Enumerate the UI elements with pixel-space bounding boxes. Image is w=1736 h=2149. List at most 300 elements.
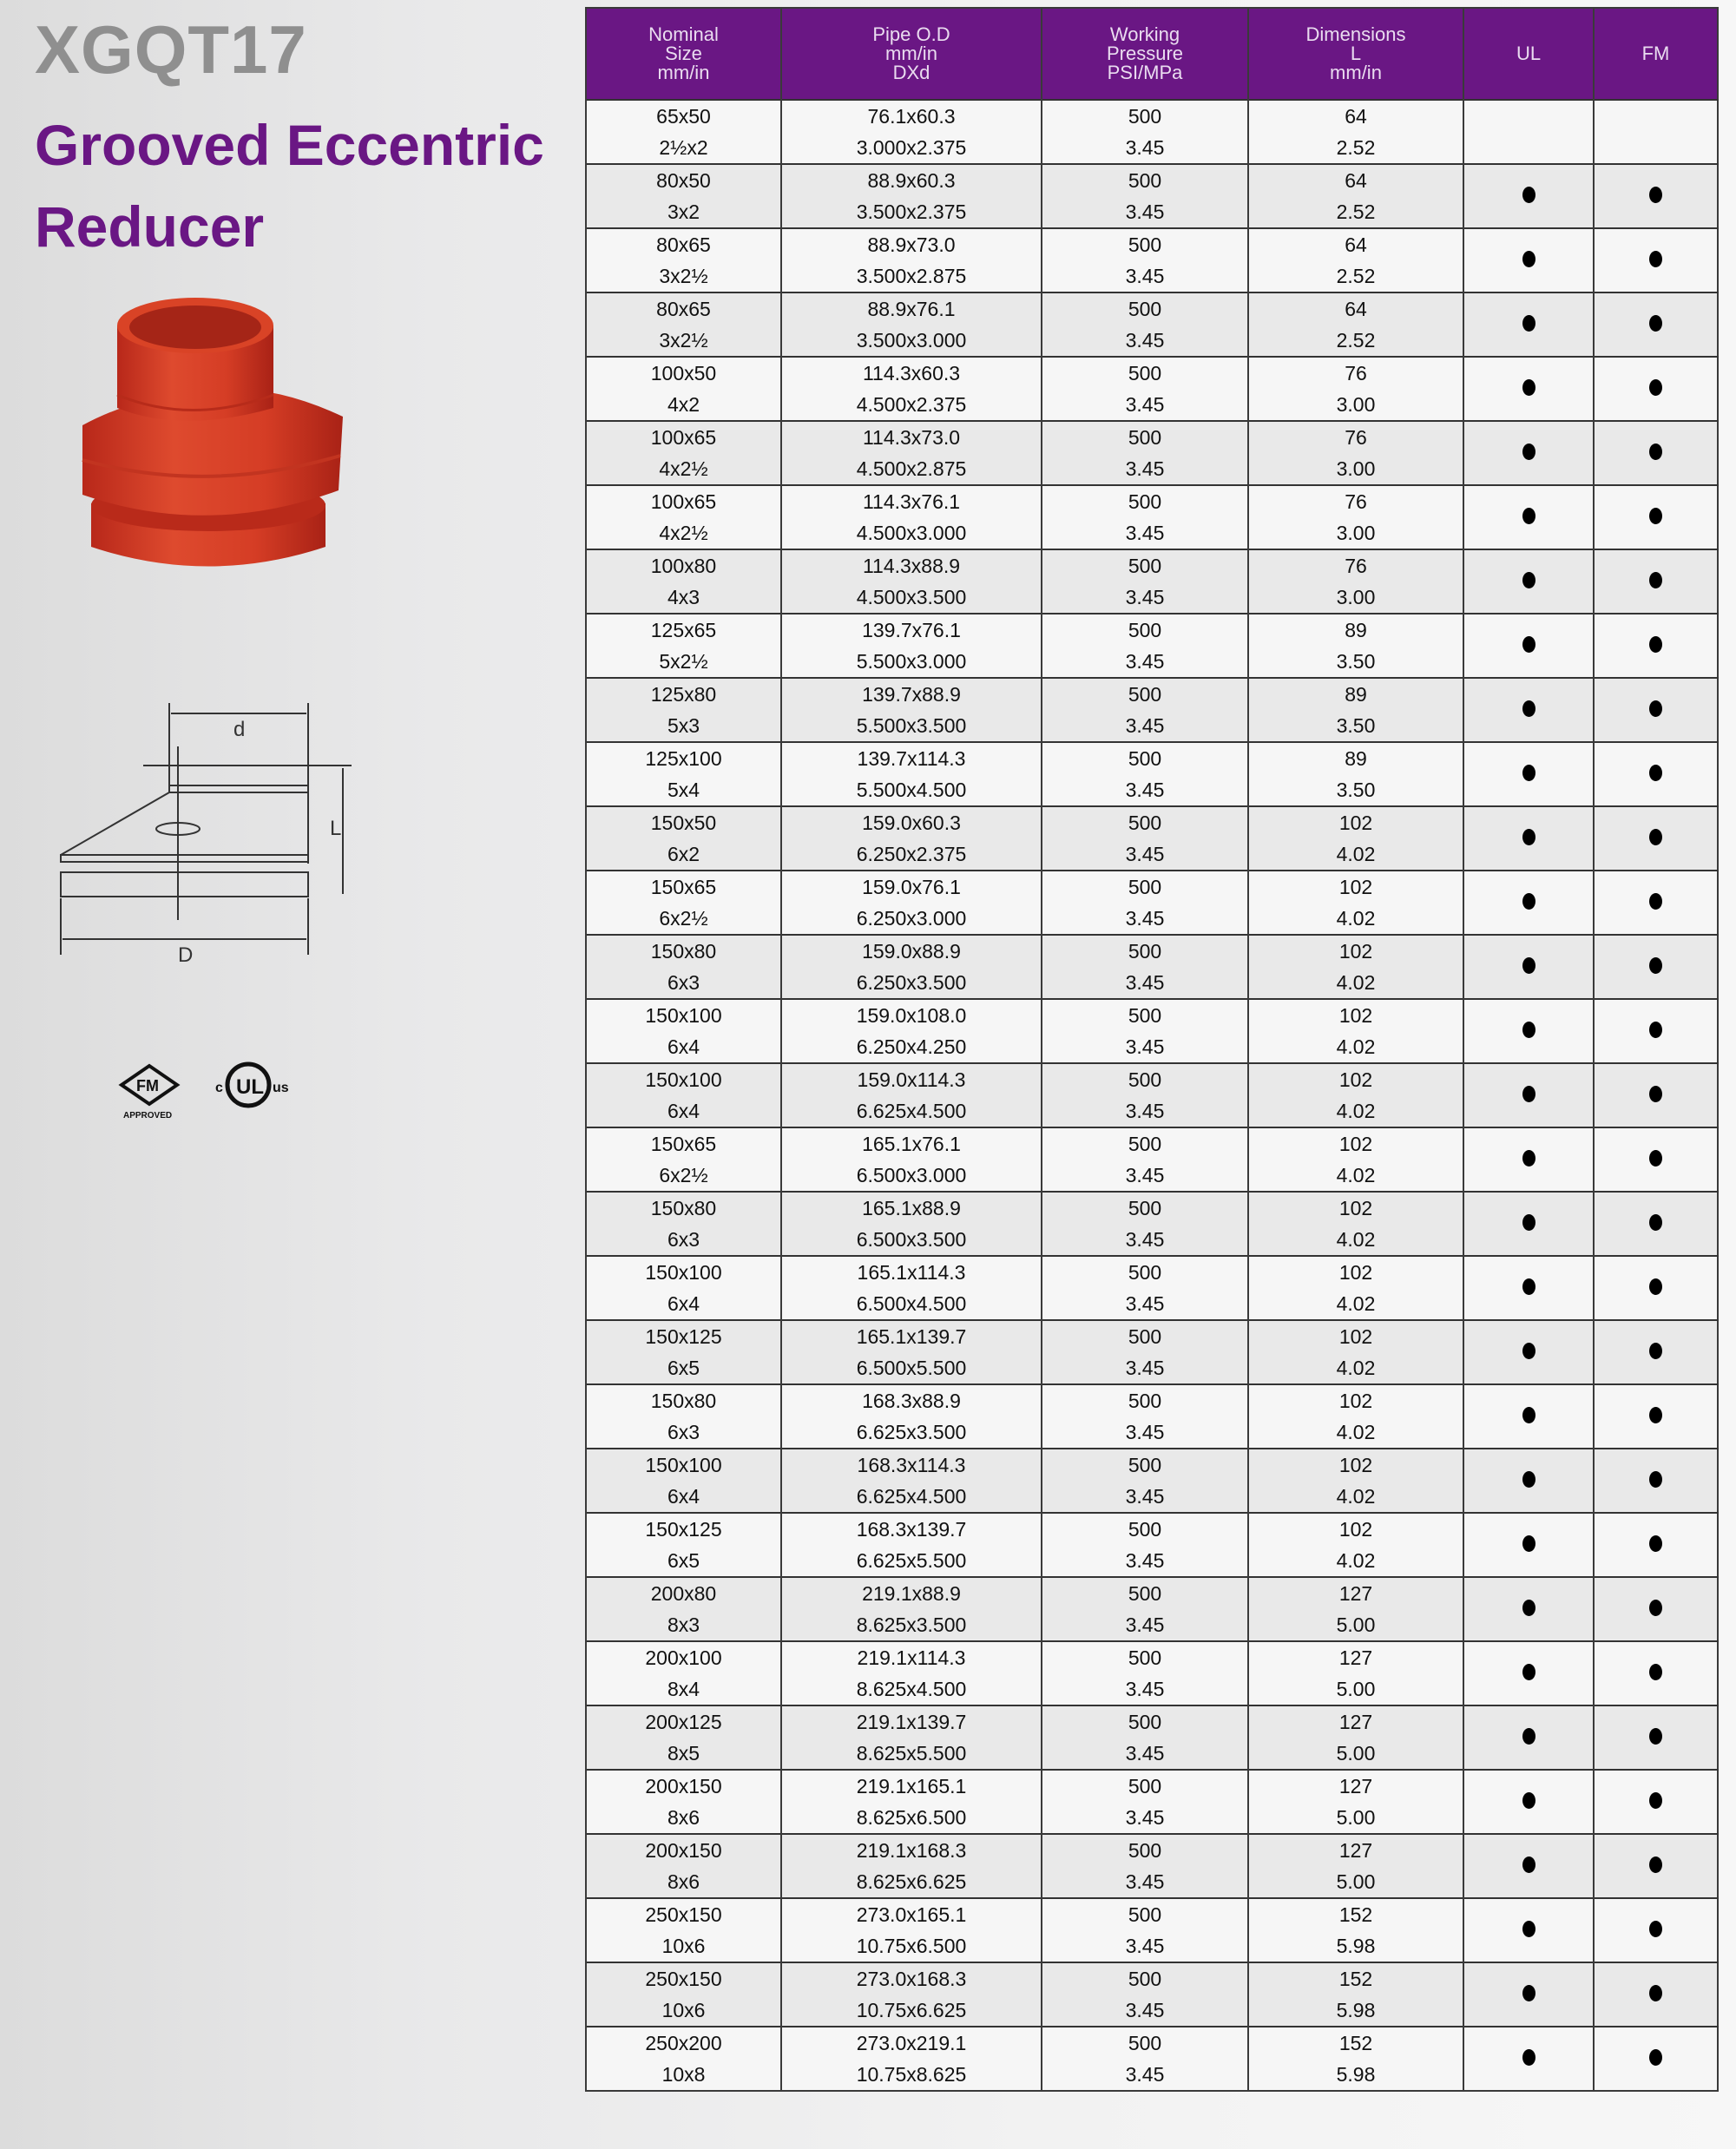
cell-nominal-size: 250x150 10x6 xyxy=(586,1898,781,1962)
product-photo-icon xyxy=(61,286,356,582)
cell-dimension-l: 102 4.02 xyxy=(1248,935,1463,999)
cell-pipe-od: 168.3x139.7 6.625x5.500 xyxy=(781,1513,1042,1577)
fm-listed-dot-icon xyxy=(1649,1921,1662,1937)
table-row xyxy=(586,935,1718,999)
cell-ul xyxy=(1463,1834,1594,1898)
cell-working-pressure: 500 3.45 xyxy=(1042,421,1248,485)
cell-working-pressure: 500 3.45 xyxy=(1042,1962,1248,2027)
fm-listed-dot-icon xyxy=(1649,508,1662,524)
ul-listed-dot-icon xyxy=(1522,315,1535,332)
table-row xyxy=(586,1770,1718,1834)
cell-dimension-l: 76 3.00 xyxy=(1248,485,1463,549)
cell-ul xyxy=(1463,1449,1594,1513)
cell-fm xyxy=(1594,806,1718,871)
cell-nominal-size: 150x100 6x4 xyxy=(586,1063,781,1127)
cell-ul xyxy=(1463,292,1594,357)
product-title-line2: Reducer xyxy=(35,194,265,259)
cell-ul xyxy=(1463,1962,1594,2027)
certification-logos xyxy=(104,1059,312,1128)
cell-pipe-od: 88.9x73.0 3.500x2.875 xyxy=(781,228,1042,292)
cell-nominal-size: 150x80 6x3 xyxy=(586,1192,781,1256)
cell-nominal-size: 150x50 6x2 xyxy=(586,806,781,871)
svg-text:FM: FM xyxy=(136,1077,159,1094)
cell-nominal-size: 65x50 2½x2 xyxy=(586,100,781,164)
cell-dimension-l: 102 4.02 xyxy=(1248,1063,1463,1127)
cell-working-pressure: 500 3.45 xyxy=(1042,1577,1248,1641)
cell-ul xyxy=(1463,999,1594,1063)
cell-ul xyxy=(1463,1641,1594,1705)
cell-working-pressure: 500 3.45 xyxy=(1042,1127,1248,1192)
table-row xyxy=(586,100,1718,164)
header-working-pressure: Working Pressure PSI/MPa xyxy=(1042,8,1248,100)
cell-ul xyxy=(1463,549,1594,614)
fm-listed-dot-icon xyxy=(1649,765,1662,781)
fm-listed-dot-icon xyxy=(1649,636,1662,653)
table-row xyxy=(586,1705,1718,1770)
cell-fm xyxy=(1594,1513,1718,1577)
cell-working-pressure: 500 3.45 xyxy=(1042,1834,1248,1898)
cell-pipe-od: 139.7x76.1 5.500x3.000 xyxy=(781,614,1042,678)
ul-listed-dot-icon xyxy=(1522,700,1535,717)
ul-listed-dot-icon xyxy=(1522,1407,1535,1423)
cell-working-pressure: 500 3.45 xyxy=(1042,292,1248,357)
cul-us-listed-icon xyxy=(215,1064,289,1106)
cell-pipe-od: 114.3x88.9 4.500x3.500 xyxy=(781,549,1042,614)
cell-ul xyxy=(1463,1898,1594,1962)
cell-dimension-l: 102 4.02 xyxy=(1248,1449,1463,1513)
fm-listed-dot-icon xyxy=(1649,1343,1662,1359)
ul-listed-dot-icon xyxy=(1522,1278,1535,1295)
cell-fm xyxy=(1594,1834,1718,1898)
specification-table xyxy=(585,7,1719,2092)
fm-listed-dot-icon xyxy=(1649,1022,1662,1038)
cell-dimension-l: 102 4.02 xyxy=(1248,1513,1463,1577)
cell-pipe-od: 114.3x60.3 4.500x2.375 xyxy=(781,357,1042,421)
cell-working-pressure: 500 3.45 xyxy=(1042,1449,1248,1513)
cell-dimension-l: 102 4.02 xyxy=(1248,1320,1463,1384)
table-row xyxy=(586,1384,1718,1449)
cell-nominal-size: 125x100 5x4 xyxy=(586,742,781,806)
cell-fm xyxy=(1594,421,1718,485)
cell-working-pressure: 500 3.45 xyxy=(1042,1898,1248,1962)
ul-listed-dot-icon xyxy=(1522,957,1535,974)
cell-pipe-od: 165.1x114.3 6.500x4.500 xyxy=(781,1256,1042,1320)
ul-listed-dot-icon xyxy=(1522,1022,1535,1038)
cell-working-pressure: 500 3.45 xyxy=(1042,1063,1248,1127)
table-row xyxy=(586,1577,1718,1641)
cell-fm xyxy=(1594,1577,1718,1641)
dimension-drawing-icon xyxy=(48,686,360,963)
fm-listed-dot-icon xyxy=(1649,1792,1662,1809)
table-row xyxy=(586,742,1718,806)
table-row xyxy=(586,1641,1718,1705)
ul-listed-dot-icon xyxy=(1522,1985,1535,2001)
fm-listed-dot-icon xyxy=(1649,1535,1662,1552)
svg-text:L: L xyxy=(330,817,342,840)
cell-ul xyxy=(1463,1127,1594,1192)
table-row xyxy=(586,1898,1718,1962)
cell-fm xyxy=(1594,1063,1718,1127)
table-row xyxy=(586,678,1718,742)
fm-listed-dot-icon xyxy=(1649,957,1662,974)
cell-nominal-size: 200x150 8x6 xyxy=(586,1770,781,1834)
cell-ul xyxy=(1463,1705,1594,1770)
product-title-line1: Grooved Eccentric xyxy=(35,113,544,177)
cell-nominal-size: 150x65 6x2½ xyxy=(586,1127,781,1192)
cell-pipe-od: 159.0x76.1 6.250x3.000 xyxy=(781,871,1042,935)
product-title xyxy=(35,104,573,267)
ul-listed-dot-icon xyxy=(1522,1921,1535,1937)
table-row xyxy=(586,2027,1718,2091)
table-row xyxy=(586,1320,1718,1384)
cell-pipe-od: 165.1x139.7 6.500x5.500 xyxy=(781,1320,1042,1384)
cell-ul xyxy=(1463,871,1594,935)
ul-listed-dot-icon xyxy=(1522,1664,1535,1680)
cell-nominal-size: 200x100 8x4 xyxy=(586,1641,781,1705)
table-row xyxy=(586,1127,1718,1192)
cell-nominal-size: 150x125 6x5 xyxy=(586,1513,781,1577)
cell-ul xyxy=(1463,164,1594,228)
fm-listed-dot-icon xyxy=(1649,1150,1662,1167)
cell-working-pressure: 500 3.45 xyxy=(1042,806,1248,871)
cell-dimension-l: 102 4.02 xyxy=(1248,871,1463,935)
cell-dimension-l: 64 2.52 xyxy=(1248,100,1463,164)
cell-nominal-size: 100x65 4x2½ xyxy=(586,421,781,485)
cell-ul xyxy=(1463,1384,1594,1449)
cell-dimension-l: 76 3.00 xyxy=(1248,421,1463,485)
cell-nominal-size: 150x125 6x5 xyxy=(586,1320,781,1384)
table-row xyxy=(586,1834,1718,1898)
table-row xyxy=(586,1449,1718,1513)
fm-listed-dot-icon xyxy=(1649,893,1662,910)
cell-dimension-l: 127 5.00 xyxy=(1248,1705,1463,1770)
cell-dimension-l: 102 4.02 xyxy=(1248,1192,1463,1256)
cell-ul xyxy=(1463,1577,1594,1641)
cell-nominal-size: 250x200 10x8 xyxy=(586,2027,781,2091)
cell-working-pressure: 500 3.45 xyxy=(1042,1384,1248,1449)
cell-dimension-l: 89 3.50 xyxy=(1248,678,1463,742)
cell-pipe-od: 168.3x88.9 6.625x3.500 xyxy=(781,1384,1042,1449)
cell-pipe-od: 139.7x114.3 5.500x4.500 xyxy=(781,742,1042,806)
cell-dimension-l: 152 5.98 xyxy=(1248,2027,1463,2091)
cell-dimension-l: 152 5.98 xyxy=(1248,1962,1463,2027)
table-row xyxy=(586,999,1718,1063)
cell-pipe-od: 165.1x76.1 6.500x3.000 xyxy=(781,1127,1042,1192)
fm-listed-dot-icon xyxy=(1649,1086,1662,1102)
cell-working-pressure: 500 3.45 xyxy=(1042,1513,1248,1577)
table-row xyxy=(586,1192,1718,1256)
table-row xyxy=(586,614,1718,678)
header-ul: UL xyxy=(1463,8,1594,100)
cell-ul xyxy=(1463,357,1594,421)
cell-fm xyxy=(1594,100,1718,164)
svg-text:c: c xyxy=(215,1081,223,1095)
cell-fm xyxy=(1594,1770,1718,1834)
table-header-row xyxy=(586,8,1718,100)
cell-fm xyxy=(1594,549,1718,614)
header-pipe-od: Pipe O.D mm/in DXd xyxy=(781,8,1042,100)
table-row xyxy=(586,292,1718,357)
header-nominal-size: Nominal Size mm/in xyxy=(586,8,781,100)
ul-listed-dot-icon xyxy=(1522,636,1535,653)
table-row xyxy=(586,1513,1718,1577)
ul-listed-dot-icon xyxy=(1522,379,1535,396)
cell-working-pressure: 500 3.45 xyxy=(1042,549,1248,614)
cell-working-pressure: 500 3.45 xyxy=(1042,678,1248,742)
ul-listed-dot-icon xyxy=(1522,765,1535,781)
ul-listed-dot-icon xyxy=(1522,2049,1535,2066)
cell-pipe-od: 273.0x168.3 10.75x6.625 xyxy=(781,1962,1042,2027)
cell-ul xyxy=(1463,228,1594,292)
cell-fm xyxy=(1594,1192,1718,1256)
cell-fm xyxy=(1594,164,1718,228)
cell-working-pressure: 500 3.45 xyxy=(1042,1705,1248,1770)
product-code: XGQT17 xyxy=(35,11,307,88)
cell-dimension-l: 102 4.02 xyxy=(1248,1384,1463,1449)
cell-fm xyxy=(1594,1320,1718,1384)
ul-listed-dot-icon xyxy=(1522,893,1535,910)
cell-ul xyxy=(1463,1513,1594,1577)
cell-pipe-od: 219.1x165.1 8.625x6.500 xyxy=(781,1770,1042,1834)
ul-listed-dot-icon xyxy=(1522,1214,1535,1231)
fm-listed-dot-icon xyxy=(1649,1985,1662,2001)
cell-working-pressure: 500 3.45 xyxy=(1042,100,1248,164)
cell-ul xyxy=(1463,742,1594,806)
cell-pipe-od: 159.0x60.3 6.250x2.375 xyxy=(781,806,1042,871)
fm-listed-dot-icon xyxy=(1649,1278,1662,1295)
fm-listed-dot-icon xyxy=(1649,251,1662,267)
table-row xyxy=(586,806,1718,871)
cell-nominal-size: 150x65 6x2½ xyxy=(586,871,781,935)
ul-listed-dot-icon xyxy=(1522,1150,1535,1167)
cell-fm xyxy=(1594,1898,1718,1962)
cell-dimension-l: 102 4.02 xyxy=(1248,1127,1463,1192)
cell-working-pressure: 500 3.45 xyxy=(1042,2027,1248,2091)
cell-nominal-size: 100x50 4x2 xyxy=(586,357,781,421)
cell-dimension-l: 102 4.02 xyxy=(1248,999,1463,1063)
table-row xyxy=(586,164,1718,228)
fm-listed-dot-icon xyxy=(1649,829,1662,845)
cell-nominal-size: 80x65 3x2½ xyxy=(586,292,781,357)
cell-working-pressure: 500 3.45 xyxy=(1042,999,1248,1063)
cell-nominal-size: 150x80 6x3 xyxy=(586,1384,781,1449)
fm-listed-dot-icon xyxy=(1649,187,1662,203)
cell-fm xyxy=(1594,2027,1718,2091)
cell-working-pressure: 500 3.45 xyxy=(1042,357,1248,421)
header-dimensions-l: Dimensions L mm/in xyxy=(1248,8,1463,100)
cell-fm xyxy=(1594,485,1718,549)
cell-nominal-size: 125x65 5x2½ xyxy=(586,614,781,678)
cell-working-pressure: 500 3.45 xyxy=(1042,228,1248,292)
ul-listed-dot-icon xyxy=(1522,1728,1535,1745)
cell-ul xyxy=(1463,614,1594,678)
ul-listed-dot-icon xyxy=(1522,508,1535,524)
table-row xyxy=(586,1256,1718,1320)
cell-pipe-od: 159.0x88.9 6.250x3.500 xyxy=(781,935,1042,999)
svg-text:d: d xyxy=(233,718,246,741)
cell-dimension-l: 89 3.50 xyxy=(1248,614,1463,678)
cell-nominal-size: 150x100 6x4 xyxy=(586,999,781,1063)
cell-working-pressure: 500 3.45 xyxy=(1042,742,1248,806)
cell-nominal-size: 125x80 5x3 xyxy=(586,678,781,742)
cell-nominal-size: 80x65 3x2½ xyxy=(586,228,781,292)
cell-working-pressure: 500 3.45 xyxy=(1042,485,1248,549)
cell-ul xyxy=(1463,1192,1594,1256)
ul-listed-dot-icon xyxy=(1522,1600,1535,1616)
cell-dimension-l: 89 3.50 xyxy=(1248,742,1463,806)
cell-dimension-l: 102 4.02 xyxy=(1248,806,1463,871)
cell-working-pressure: 500 3.45 xyxy=(1042,935,1248,999)
cell-fm xyxy=(1594,678,1718,742)
cell-working-pressure: 500 3.45 xyxy=(1042,1256,1248,1320)
cell-pipe-od: 165.1x88.9 6.500x3.500 xyxy=(781,1192,1042,1256)
cell-dimension-l: 127 5.00 xyxy=(1248,1641,1463,1705)
cell-dimension-l: 64 2.52 xyxy=(1248,228,1463,292)
cell-fm xyxy=(1594,357,1718,421)
cell-pipe-od: 273.0x219.1 10.75x8.625 xyxy=(781,2027,1042,2091)
table-row xyxy=(586,357,1718,421)
cell-working-pressure: 500 3.45 xyxy=(1042,1320,1248,1384)
fm-listed-dot-icon xyxy=(1649,1471,1662,1488)
table-row xyxy=(586,421,1718,485)
cell-pipe-od: 273.0x165.1 10.75x6.500 xyxy=(781,1898,1042,1962)
fm-listed-dot-icon xyxy=(1649,315,1662,332)
cell-working-pressure: 500 3.45 xyxy=(1042,164,1248,228)
cell-pipe-od: 139.7x88.9 5.500x3.500 xyxy=(781,678,1042,742)
svg-text:us: us xyxy=(273,1081,289,1095)
ul-listed-dot-icon xyxy=(1522,1535,1535,1552)
table-row xyxy=(586,549,1718,614)
cell-ul xyxy=(1463,100,1594,164)
fm-listed-dot-icon xyxy=(1649,1407,1662,1423)
fm-listed-dot-icon xyxy=(1649,700,1662,717)
cell-fm xyxy=(1594,871,1718,935)
cell-ul xyxy=(1463,1256,1594,1320)
cell-nominal-size: 150x100 6x4 xyxy=(586,1449,781,1513)
cell-dimension-l: 152 5.98 xyxy=(1248,1898,1463,1962)
cell-nominal-size: 150x100 6x4 xyxy=(586,1256,781,1320)
cell-fm xyxy=(1594,1127,1718,1192)
fm-listed-dot-icon xyxy=(1649,1857,1662,1873)
table-row xyxy=(586,485,1718,549)
cell-pipe-od: 159.0x108.0 6.250x4.250 xyxy=(781,999,1042,1063)
svg-text:APPROVED: APPROVED xyxy=(123,1111,173,1121)
cell-fm xyxy=(1594,614,1718,678)
cell-ul xyxy=(1463,485,1594,549)
cell-ul xyxy=(1463,1320,1594,1384)
fm-listed-dot-icon xyxy=(1649,444,1662,460)
cell-dimension-l: 127 5.00 xyxy=(1248,1577,1463,1641)
cell-ul xyxy=(1463,2027,1594,2091)
table-row xyxy=(586,1962,1718,2027)
cell-pipe-od: 88.9x60.3 3.500x2.375 xyxy=(781,164,1042,228)
ul-listed-dot-icon xyxy=(1522,444,1535,460)
fm-listed-dot-icon xyxy=(1649,2049,1662,2066)
cell-nominal-size: 80x50 3x2 xyxy=(586,164,781,228)
ul-listed-dot-icon xyxy=(1522,1086,1535,1102)
ul-listed-dot-icon xyxy=(1522,1857,1535,1873)
cell-ul xyxy=(1463,421,1594,485)
ul-listed-dot-icon xyxy=(1522,829,1535,845)
cell-dimension-l: 102 4.02 xyxy=(1248,1256,1463,1320)
cell-fm xyxy=(1594,999,1718,1063)
cell-working-pressure: 500 3.45 xyxy=(1042,871,1248,935)
cell-fm xyxy=(1594,1962,1718,2027)
ul-listed-dot-icon xyxy=(1522,572,1535,588)
ul-listed-dot-icon xyxy=(1522,1792,1535,1809)
fm-listed-dot-icon xyxy=(1649,1600,1662,1616)
fm-listed-dot-icon xyxy=(1649,379,1662,396)
header-fm: FM xyxy=(1594,8,1718,100)
cell-fm xyxy=(1594,1449,1718,1513)
svg-text:UL: UL xyxy=(236,1075,264,1099)
ul-listed-dot-icon xyxy=(1522,1343,1535,1359)
cell-ul xyxy=(1463,1770,1594,1834)
cell-dimension-l: 76 3.00 xyxy=(1248,357,1463,421)
ul-listed-dot-icon xyxy=(1522,1471,1535,1488)
cell-pipe-od: 219.1x88.9 8.625x3.500 xyxy=(781,1577,1042,1641)
cell-pipe-od: 159.0x114.3 6.625x4.500 xyxy=(781,1063,1042,1127)
fm-listed-dot-icon xyxy=(1649,572,1662,588)
cell-nominal-size: 200x125 8x5 xyxy=(586,1705,781,1770)
fm-listed-dot-icon xyxy=(1649,1728,1662,1745)
fm-listed-dot-icon xyxy=(1649,1214,1662,1231)
cell-working-pressure: 500 3.45 xyxy=(1042,1192,1248,1256)
cell-dimension-l: 64 2.52 xyxy=(1248,292,1463,357)
cell-fm xyxy=(1594,292,1718,357)
cell-fm xyxy=(1594,1256,1718,1320)
cell-working-pressure: 500 3.45 xyxy=(1042,1770,1248,1834)
cell-ul xyxy=(1463,1063,1594,1127)
table-row xyxy=(586,1063,1718,1127)
cell-dimension-l: 127 5.00 xyxy=(1248,1834,1463,1898)
ul-listed-dot-icon xyxy=(1522,187,1535,203)
cell-pipe-od: 76.1x60.3 3.000x2.375 xyxy=(781,100,1042,164)
cell-dimension-l: 76 3.00 xyxy=(1248,549,1463,614)
fm-approved-icon xyxy=(122,1066,177,1121)
cell-dimension-l: 64 2.52 xyxy=(1248,164,1463,228)
cell-pipe-od: 219.1x168.3 8.625x6.625 xyxy=(781,1834,1042,1898)
cell-dimension-l: 127 5.00 xyxy=(1248,1770,1463,1834)
cell-nominal-size: 200x150 8x6 xyxy=(586,1834,781,1898)
cell-nominal-size: 100x80 4x3 xyxy=(586,549,781,614)
cell-ul xyxy=(1463,935,1594,999)
cell-nominal-size: 200x80 8x3 xyxy=(586,1577,781,1641)
cell-nominal-size: 100x65 4x2½ xyxy=(586,485,781,549)
fm-listed-dot-icon xyxy=(1649,1664,1662,1680)
cell-ul xyxy=(1463,678,1594,742)
table-row xyxy=(586,228,1718,292)
cell-pipe-od: 114.3x73.0 4.500x2.875 xyxy=(781,421,1042,485)
table-body xyxy=(586,100,1718,2091)
cell-pipe-od: 114.3x76.1 4.500x3.000 xyxy=(781,485,1042,549)
svg-text:D: D xyxy=(178,943,194,963)
cell-fm xyxy=(1594,1384,1718,1449)
table-row xyxy=(586,871,1718,935)
cell-fm xyxy=(1594,742,1718,806)
cell-fm xyxy=(1594,228,1718,292)
cell-ul xyxy=(1463,806,1594,871)
cell-fm xyxy=(1594,1705,1718,1770)
cell-pipe-od: 88.9x76.1 3.500x3.000 xyxy=(781,292,1042,357)
cell-working-pressure: 500 3.45 xyxy=(1042,614,1248,678)
cell-pipe-od: 168.3x114.3 6.625x4.500 xyxy=(781,1449,1042,1513)
cell-pipe-od: 219.1x139.7 8.625x5.500 xyxy=(781,1705,1042,1770)
cell-pipe-od: 219.1x114.3 8.625x4.500 xyxy=(781,1641,1042,1705)
cell-fm xyxy=(1594,1641,1718,1705)
cell-working-pressure: 500 3.45 xyxy=(1042,1641,1248,1705)
cell-nominal-size: 250x150 10x6 xyxy=(586,1962,781,2027)
